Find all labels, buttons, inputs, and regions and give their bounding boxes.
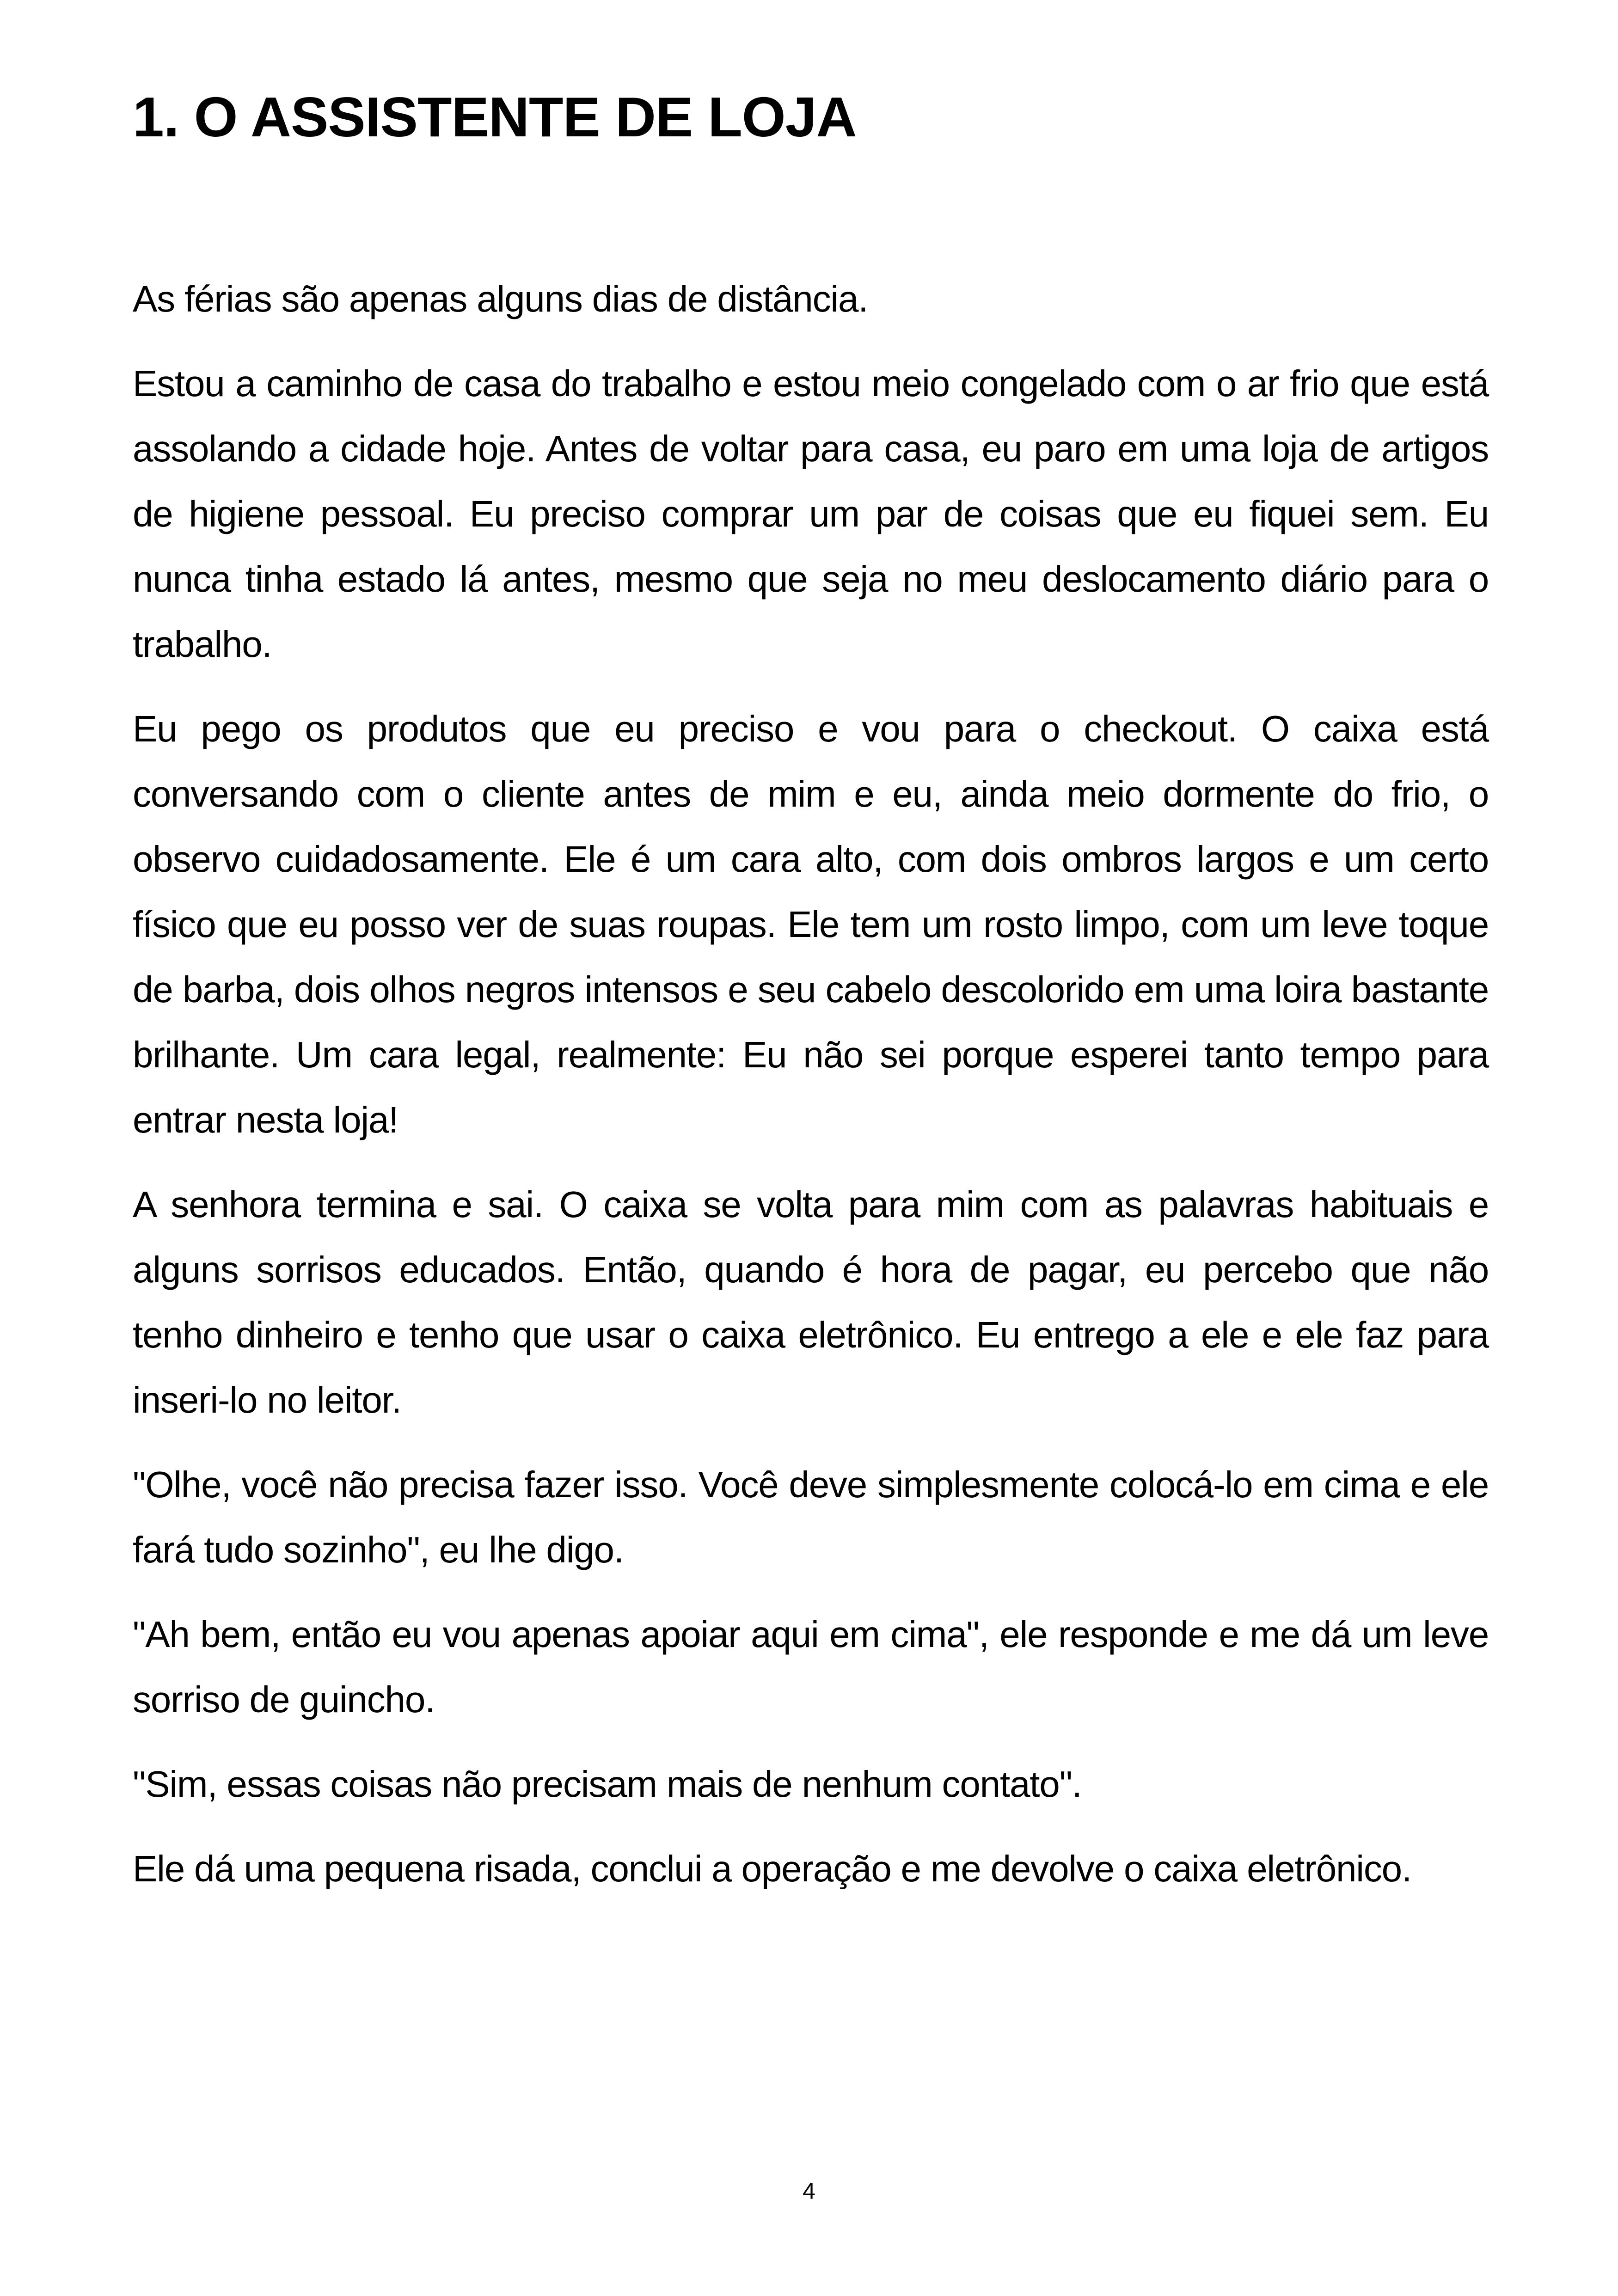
paragraph: Estou a caminho de casa do trabalho e estou meio congelado com o ar frio que está assolando a cidade hoje. Antes de voltar para casa, eu paro em uma loja de artigos de higiene pessoal. Eu preciso comprar um par de coisas que eu fiquei sem. Eu nunca tinha estado lá antes, mesmo que seja no meu deslocamento diário para o trabalho. <box>133 363 1489 665</box>
paragraph: "Olhe, você não precisa fazer isso. Você deve simplesmente colocá-lo em cima e ele fará tudo sozinho", eu lhe digo. <box>133 1464 1489 1571</box>
document-page <box>133 83 1489 1921</box>
body-text <box>133 266 1489 1901</box>
paragraph: "Sim, essas coisas não precisam mais de nenhum contato". <box>133 1763 1082 1805</box>
page-number: 4 <box>803 2178 815 2204</box>
paragraph: A senhora termina e sai. O caixa se volta para mim com as palavras habituais e alguns sorrisos educados. Então, quando é hora de pagar, eu percebo que não tenho dinheiro e tenho que usar o caixa eletrônico. Eu entrego a ele e ele faz para inseri-lo no leitor. <box>133 1184 1489 1421</box>
paragraph: As férias são apenas alguns dias de distância. <box>133 278 868 320</box>
paragraph: Ele dá uma pequena risada, conclui a operação e me devolve o caixa eletrônico. <box>133 1848 1411 1890</box>
chapter-title: 1. O ASSISTENTE DE LOJA <box>133 86 857 148</box>
paragraph: Eu pego os produtos que eu preciso e vou para o checkout. O caixa está conversando com o cliente antes de mim e eu, ainda meio dormente do frio, o observo cuidadosamente. Ele é um cara alto, com dois ombros largos e um certo físico que eu posso ver de suas roupas. Ele tem um rosto limpo, com um leve toque de barba, dois olhos negros intensos e seu cabelo descolorido em uma loira bastante brilhante. Um cara legal, realmente: Eu não sei porque esperei tanto tempo para entrar nesta loja! <box>133 708 1489 1141</box>
paragraph: "Ah bem, então eu vou apenas apoiar aqui em cima", ele responde e me dá um leve sorriso de guincho. <box>133 1614 1489 1720</box>
